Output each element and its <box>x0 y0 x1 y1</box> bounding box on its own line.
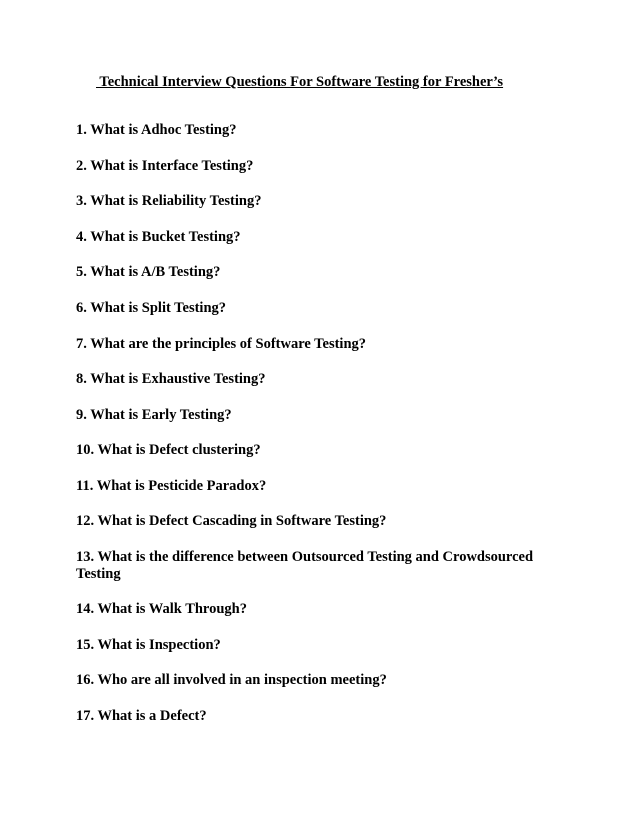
question-item: 16. Who are all involved in an inspection meeting? <box>76 672 387 688</box>
question-item: 8. What is Exhaustive Testing? <box>76 371 266 387</box>
question-item: 7. What are the principles of Software Testing? <box>76 336 367 352</box>
question-item: 14. What is Walk Through? <box>76 601 247 617</box>
question-item: 2. What is Interface Testing? <box>76 158 254 174</box>
question-item: 6. What is Split Testing? <box>76 300 227 316</box>
question-item: 5. What is A/B Testing? <box>76 264 221 280</box>
document-title: Technical Interview Questions For Software Testing for Fresher’s <box>96 74 504 90</box>
question-item: 4. What is Bucket Testing? <box>76 229 241 245</box>
question-item: 13. What is the difference between Outsourced Testing and Crowdsourced Testing <box>76 549 534 582</box>
question-item: 17. What is a Defect? <box>76 708 207 724</box>
question-item: 3. What is Reliability Testing? <box>76 193 262 209</box>
question-item: 9. What is Early Testing? <box>76 407 232 423</box>
question-item: 12. What is Defect Cascading in Software Testing? <box>76 513 387 529</box>
question-item: 11. What is Pesticide Paradox? <box>76 478 267 494</box>
question-item: 1. What is Adhoc Testing? <box>76 122 237 138</box>
question-item: 10. What is Defect clustering? <box>76 442 261 458</box>
question-item: 15. What is Inspection? <box>76 637 221 653</box>
